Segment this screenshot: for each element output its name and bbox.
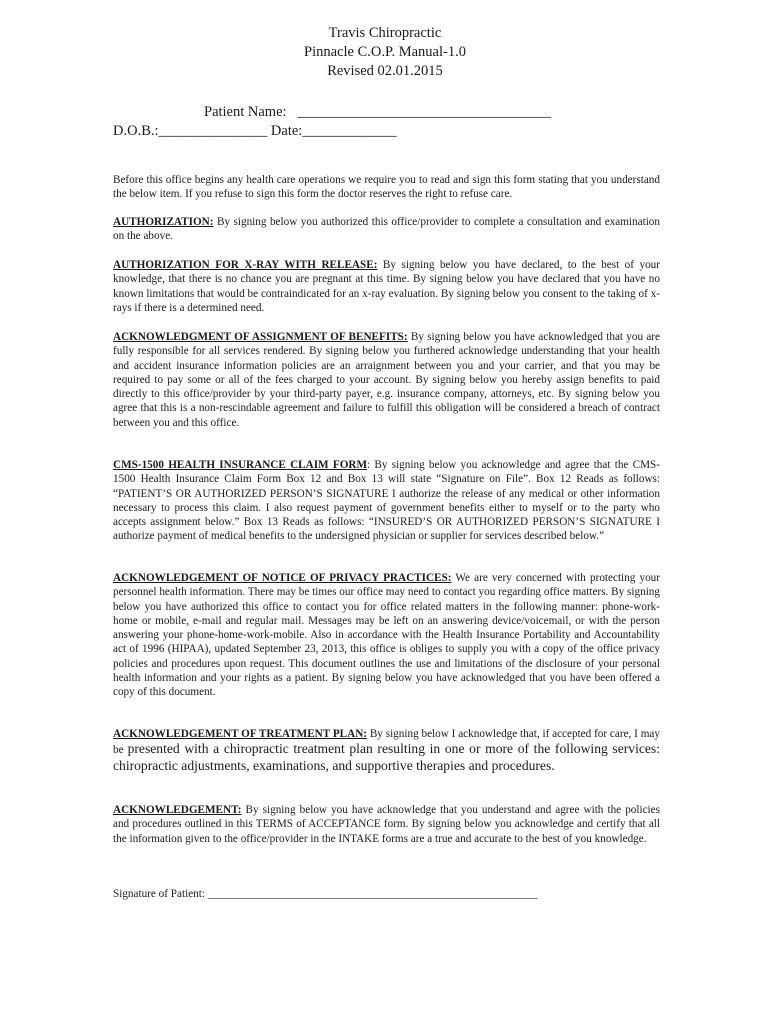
date-field[interactable]: _____________ [302,123,397,139]
xray-section [113,258,660,315]
xray-text: By signing below you have declared, to the best of your knowledge, that there is no chance you are pregnant at this time. By signing below you have declared that you have no known limitations that would be contraindicated for an x-ray evaluation. By signing below you consent to the taking of x-rays if there is a determined need. [113,259,661,314]
cms-text: : By signing below you acknowledge and agree that the CMS-1500 Health Insurance Claim Form Box 12 and Box 13 will state “Signature on File”. Box 12 Reads as follows: “PATIENT’S OR AUTHORIZED PERSON’S SIGNATURE I authorize the release of any medical or other information necessary to process this claim. I also request payment of government benefits either to myself or to the party who accepts assignment below.” Box 13 Reads as follows: “INSURED’S OR AUTHORIZED PERSON’S SIGNATURE I authorize payment of medical benefits to the undersigned physician or supplier for services described below.” [113,459,660,543]
privacy-section [113,571,660,700]
manual-title: Pinnacle C.O.P. Manual-1.0 [304,44,466,60]
acknowledgement-text: By signing below you have acknowledge that you understand and agree with the policies and procedures outlined in this TERMS of ACCEPTANCE form. By signing below you acknowledge and certify that all the information given to the office/provider in the INTAKE forms are a true and accurate to the best of you knowledge. [113,804,660,845]
authorization-heading: AUTHORIZATION: [113,216,214,228]
assignment-text: By signing below you have acknowledged that you are fully responsible for all services rendered. By signing below you furthered acknowledge understanding that your health and accident insurance information policies are an arraignment between you and your carrier, and that you may be required to pay some or all of the fees charged to your account. By signing below you hereby assign benefits to paid directly to this office/provider by your third-party payer, e.g. insurance company, attorneys, etc. By signing below you agree that this is a non-rescindable agreement and failure to fulfill this obligation will be considered a breach of contract between you and this office. [113,331,660,429]
cms-section [113,458,660,544]
dob-label: D.O.B.: [113,123,159,139]
signature-line [113,887,538,901]
dob-field[interactable]: _______________ [158,123,268,139]
authorization-section [113,215,660,244]
treatment-section [113,727,660,774]
patient-name-label: Patient Name: [204,104,287,120]
assignment-heading: ACKNOWLEDGMENT OF ASSIGNMENT OF BENEFITS: [113,331,408,343]
treatment-text-a: By signing below I acknowledge that, if accepted for care, I may be [113,728,660,757]
dob-date-line [113,122,397,141]
revision-date: Revised 02.01.2015 [327,63,443,79]
assignment-section [113,330,660,430]
patient-name-line [204,103,551,122]
cms-heading: CMS-1500 HEALTH INSURANCE CLAIM FORM [113,459,368,471]
treatment-text-b: presented with a chiropractic treatment plan resulting in one or more of the following services: chiropractic adjustments, examinations, and supportive therapies and procedures. [113,741,660,773]
treatment-heading: ACKNOWLEDGEMENT OF TREATMENT PLAN: [113,728,368,740]
privacy-text: We are very concerned with protecting your personnel health information. There may be times our office may need to contact you regarding office matters. By signing below you have authorized this office to contact you for office related matters in the following manner: phone-work-home or mobile, e-mail and regular mail. Messages may be left on an answering device/voicemail, or with the person answering your phone-home-work-mobile. Also in accordance with the Health Insurance Portability and Accountability act of 1996 (HIPAA), updated September 23, 2013, this office is obliges to supply you with a copy of the office privacy policies and procedures upon request. This document outlines the use and limitations of the disclosure of your personal health information and your rights as a patient. By signing below you have acknowledged that you have been offered a copy of this document. [113,572,660,699]
clinic-name: Travis Chiropractic [328,25,442,41]
authorization-text: By signing below you authorized this office/provider to complete a consultation and examination on the above. [113,216,660,243]
signature-field[interactable]: ___________________________________________________________ [204,888,538,900]
date-label: Date: [270,123,303,139]
document-header [0,24,770,81]
patient-name-field[interactable]: ___________________________________ [297,104,552,120]
privacy-heading: ACKNOWLEDGEMENT OF NOTICE OF PRIVACY PRACTICES: [113,572,452,584]
acknowledgement-heading: ACKNOWLEDGEMENT: [113,804,242,816]
signature-label: Signature of Patient: [113,888,205,900]
acknowledgement-section [113,803,660,846]
intro-paragraph: Before this office begins any health care operations we require you to read and sign this form stating that you understand the below item. If you refuse to sign this form the doctor reserves the right to refuse care. [113,174,660,201]
xray-heading: AUTHORIZATION FOR X-RAY WITH RELEASE: [113,259,378,271]
